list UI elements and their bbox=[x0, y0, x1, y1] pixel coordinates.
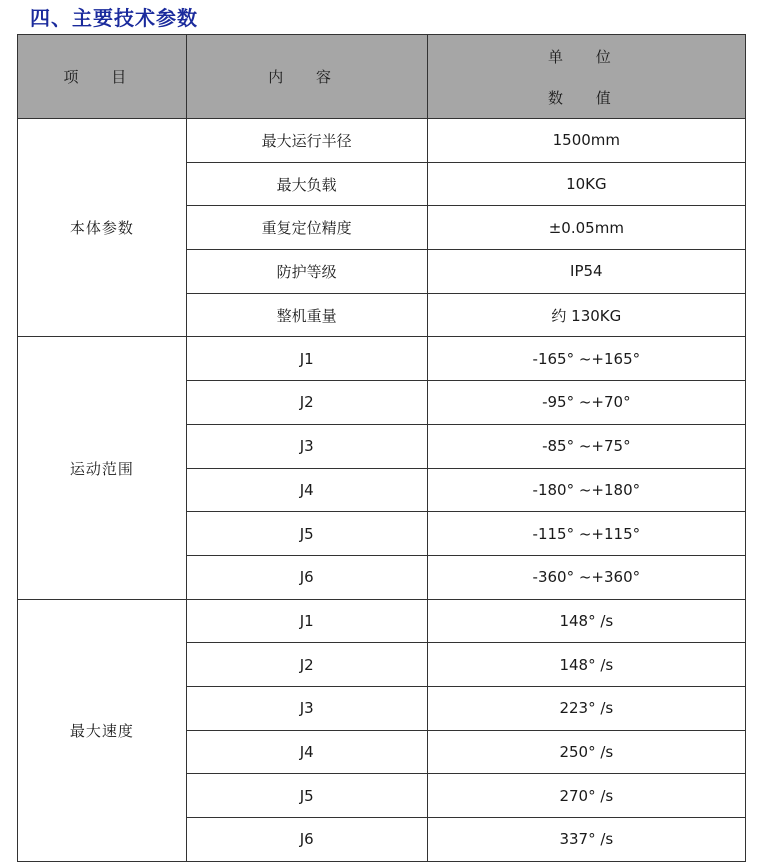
header-item: 项 目 bbox=[18, 35, 187, 119]
value-cell: 约 130KG bbox=[427, 293, 745, 337]
value-cell: IP54 bbox=[427, 250, 745, 294]
content-cell: J3 bbox=[186, 424, 427, 468]
content-cell: J3 bbox=[186, 686, 427, 730]
value-cell: 148° /s bbox=[427, 643, 745, 687]
content-cell: J4 bbox=[186, 730, 427, 774]
content-cell: 最大运行半径 bbox=[186, 119, 427, 163]
value-cell: -360° ~+360° bbox=[427, 555, 745, 599]
content-cell: J5 bbox=[186, 774, 427, 818]
value-cell: ±0.05mm bbox=[427, 206, 745, 250]
content-cell: J1 bbox=[186, 337, 427, 381]
group-name-cell: 运动范围 bbox=[18, 337, 187, 599]
value-cell: 337° /s bbox=[427, 818, 745, 862]
value-cell: -165° ~+165° bbox=[427, 337, 745, 381]
value-cell: 1500mm bbox=[427, 119, 745, 163]
header-value: 数 值 bbox=[547, 88, 625, 107]
content-cell: 重复定位精度 bbox=[186, 206, 427, 250]
section-title: 四、主要技术参数 bbox=[30, 6, 198, 30]
content-cell: 整机重量 bbox=[186, 293, 427, 337]
content-cell: J2 bbox=[186, 381, 427, 425]
content-cell: 防护等级 bbox=[186, 250, 427, 294]
value-cell: -180° ~+180° bbox=[427, 468, 745, 512]
table-row bbox=[18, 119, 746, 163]
table-header bbox=[18, 35, 746, 119]
content-cell: J6 bbox=[186, 555, 427, 599]
value-cell: -115° ~+115° bbox=[427, 512, 745, 556]
spec-table bbox=[17, 34, 746, 862]
content-cell: J2 bbox=[186, 643, 427, 687]
content-cell: J1 bbox=[186, 599, 427, 643]
value-cell: 10KG bbox=[427, 162, 745, 206]
group-name-cell: 最大速度 bbox=[18, 599, 187, 861]
group-name-cell: 本体参数 bbox=[18, 119, 187, 337]
value-cell: 148° /s bbox=[427, 599, 745, 643]
content-cell: J5 bbox=[186, 512, 427, 556]
value-cell: -95° ~+70° bbox=[427, 381, 745, 425]
value-cell: 250° /s bbox=[427, 730, 745, 774]
content-cell: J4 bbox=[186, 468, 427, 512]
table-body bbox=[18, 119, 746, 862]
table-row bbox=[18, 599, 746, 643]
header-unit-value bbox=[427, 35, 745, 119]
table-row bbox=[18, 337, 746, 381]
value-cell: -85° ~+75° bbox=[427, 424, 745, 468]
value-cell: 223° /s bbox=[427, 686, 745, 730]
header-content: 内 容 bbox=[186, 35, 427, 119]
header-row bbox=[18, 35, 746, 119]
content-cell: 最大负载 bbox=[186, 162, 427, 206]
content-cell: J6 bbox=[186, 818, 427, 862]
value-cell: 270° /s bbox=[427, 774, 745, 818]
header-unit: 单 位 bbox=[547, 47, 625, 66]
